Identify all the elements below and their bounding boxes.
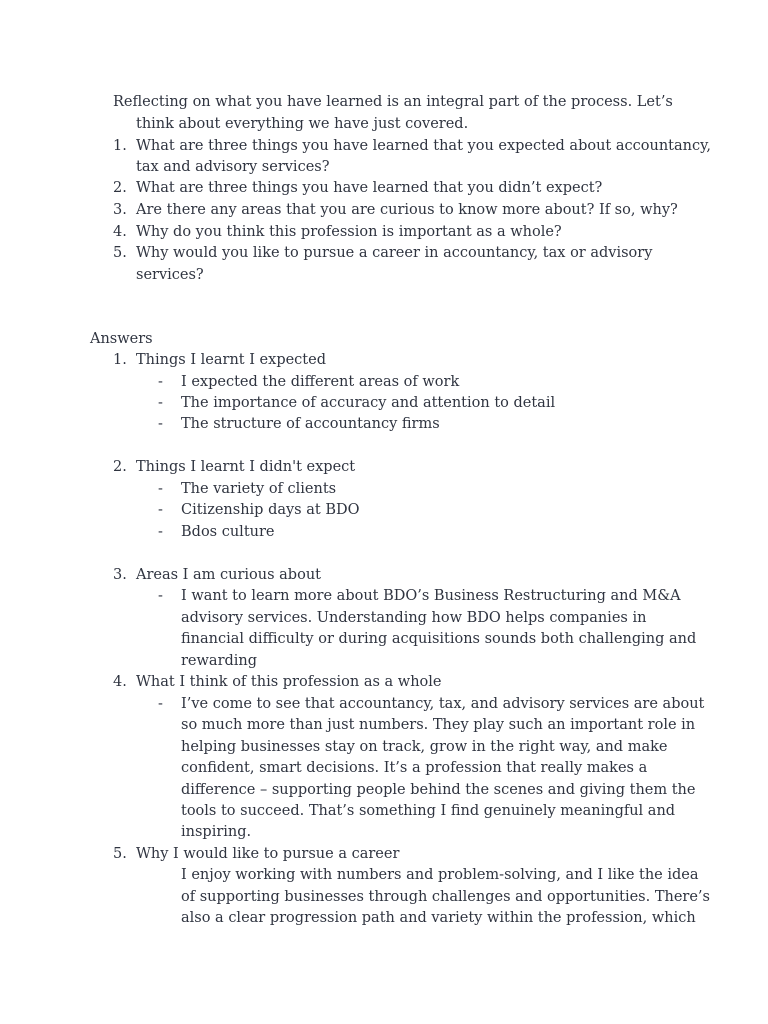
bullet-text: advisory services. Understanding how BDO helps companies in bbox=[181, 610, 647, 626]
bullet-text: The importance of accuracy and attention to detail bbox=[181, 395, 556, 411]
bullet-text: inspiring. bbox=[181, 824, 252, 840]
paragraph-text: also a clear progression path and variety within the profession, which bbox=[181, 910, 696, 926]
bullet-text: helping businesses stay on track, grow in the right way, and make bbox=[181, 739, 668, 755]
question-text: Are there any areas that you are curious to know more about? If so, why? bbox=[136, 202, 678, 218]
bullet-dash: - bbox=[158, 524, 163, 540]
paragraph-text: I enjoy working with numbers and problem-solving, and I like the idea bbox=[181, 867, 699, 883]
intro-line: Reflecting on what you have learned is an integral part of the process. Let’s bbox=[113, 94, 673, 110]
bullet-text: difference – supporting people behind the scenes and giving them the bbox=[181, 782, 696, 798]
bullet-dash: - bbox=[158, 395, 163, 411]
answer-number: 3. bbox=[113, 567, 127, 583]
bullet-text: Bdos culture bbox=[181, 524, 275, 540]
answer-title: What I think of this profession as a whole bbox=[136, 674, 442, 690]
question-number: 4. bbox=[113, 224, 127, 240]
answer-title: Areas I am curious about bbox=[136, 567, 321, 583]
answer-title: Things I learnt I didn't expect bbox=[136, 459, 356, 475]
answer-title: Things I learnt I expected bbox=[136, 352, 326, 368]
bullet-dash: - bbox=[158, 588, 163, 604]
question-text: tax and advisory services? bbox=[136, 159, 330, 175]
bullet-dash: - bbox=[158, 374, 163, 390]
bullet-dash: - bbox=[158, 481, 163, 497]
bullet-text: I want to learn more about BDO’s Business Restructuring and M&A bbox=[181, 588, 681, 604]
question-text: services? bbox=[136, 267, 204, 283]
bullet-text: I’ve come to see that accountancy, tax, and advisory services are about bbox=[181, 696, 705, 712]
intro-line: think about everything we have just covered. bbox=[136, 116, 469, 132]
bullet-text: The variety of clients bbox=[181, 481, 337, 497]
question-number: 5. bbox=[113, 245, 127, 261]
bullet-text: so much more than just numbers. They play such an important role in bbox=[181, 717, 696, 733]
question-number: 1. bbox=[113, 138, 127, 154]
question-text: What are three things you have learned that you didn’t expect? bbox=[136, 180, 603, 196]
bullet-dash: - bbox=[158, 502, 163, 518]
question-text: Why would you like to pursue a career in accountancy, tax or advisory bbox=[136, 245, 653, 261]
bullet-text: financial difficulty or during acquisitions sounds both challenging and bbox=[181, 631, 697, 647]
bullet-text: confident, smart decisions. It’s a profession that really makes a bbox=[181, 760, 648, 776]
question-number: 3. bbox=[113, 202, 127, 218]
bullet-text: The structure of accountancy firms bbox=[181, 416, 440, 432]
answer-number: 4. bbox=[113, 674, 127, 690]
answer-number: 2. bbox=[113, 459, 127, 475]
bullet-dash: - bbox=[158, 696, 163, 712]
question-text: What are three things you have learned that you expected about accountancy, bbox=[136, 138, 711, 154]
answer-number: 5. bbox=[113, 846, 127, 862]
paragraph-text: of supporting businesses through challenges and opportunities. There’s bbox=[181, 889, 710, 905]
bullet-dash: - bbox=[158, 416, 163, 432]
answers-heading: Answers bbox=[90, 331, 153, 347]
question-number: 2. bbox=[113, 180, 127, 196]
answer-title: Why I would like to pursue a career bbox=[136, 846, 400, 862]
bullet-text: I expected the different areas of work bbox=[181, 374, 460, 390]
question-text: Why do you think this profession is important as a whole? bbox=[136, 224, 562, 240]
bullet-text: tools to succeed. That’s something I find genuinely meaningful and bbox=[181, 803, 676, 819]
bullet-text: rewarding bbox=[181, 653, 258, 669]
answer-number: 1. bbox=[113, 352, 127, 368]
bullet-text: Citizenship days at BDO bbox=[181, 502, 360, 518]
